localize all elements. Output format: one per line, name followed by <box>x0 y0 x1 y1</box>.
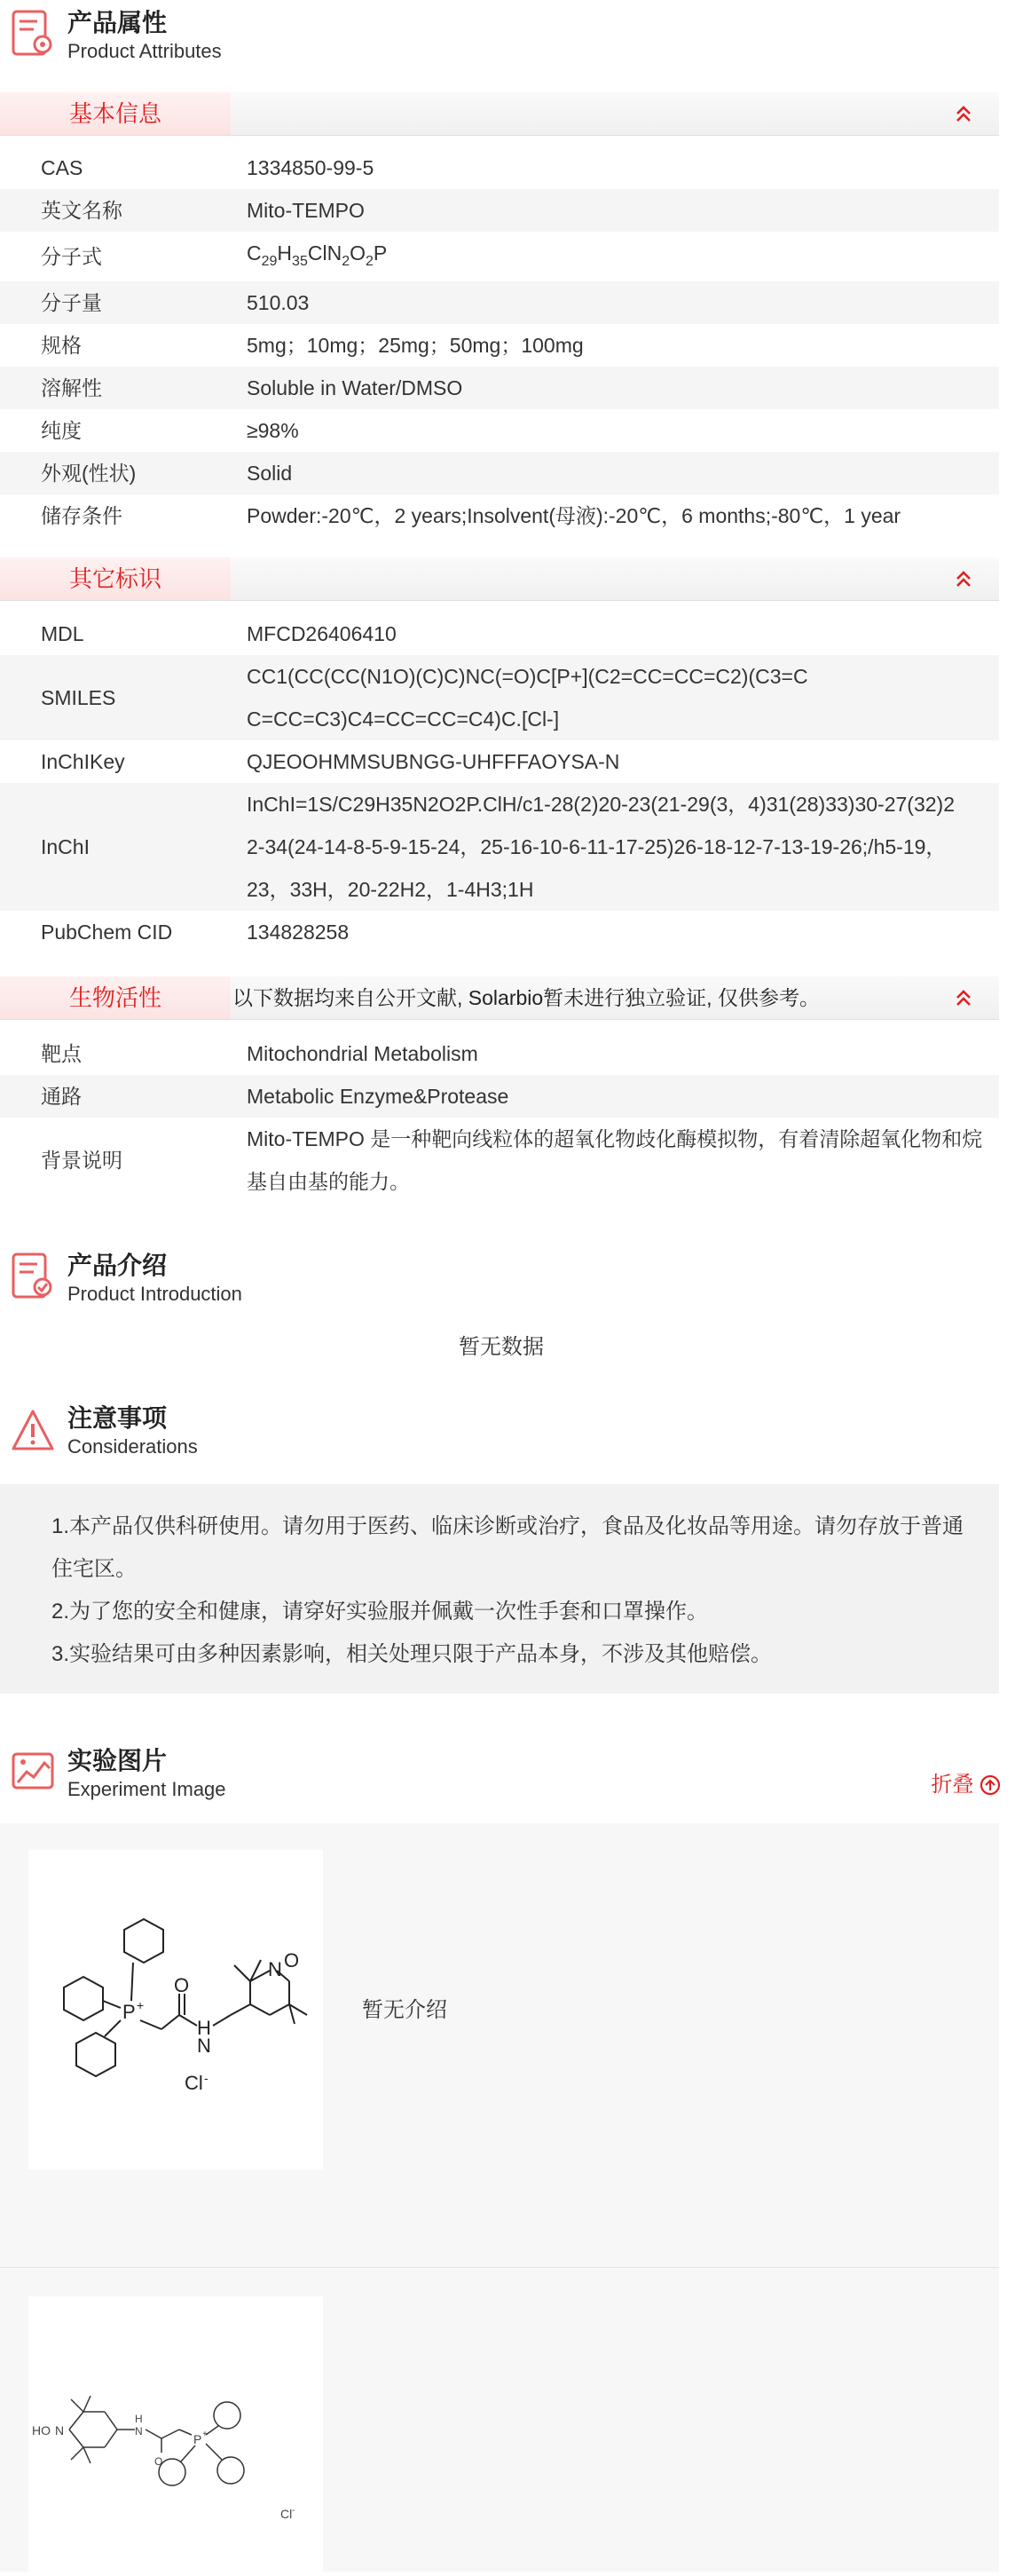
atom-label: H <box>135 2413 143 2425</box>
row-key: MDL <box>41 622 84 645</box>
atom-label: N <box>135 2425 143 2438</box>
row-value: Solid <box>247 462 293 485</box>
row-value: MFCD26406410 <box>247 622 397 645</box>
section-subtitle: Considerations <box>67 1435 198 1458</box>
disclaimer-note: 以下数据均来自公开文献, Solarbio暂未进行独立验证, 仅供参考。 <box>232 986 820 1009</box>
other-identifiers-table <box>0 612 999 953</box>
attributes-section-header <box>0 0 1003 71</box>
structure-image[interactable] <box>28 1850 323 2169</box>
fold-button[interactable] <box>931 1766 1001 1798</box>
intro-section-header <box>0 1243 1003 1314</box>
atom-label: Cl <box>280 2507 293 2521</box>
formula-part: C <box>247 241 262 265</box>
row-value: InChI=1S/C29H35N2O2P.ClH/c1-28(2)20-23(21-29(3，4)31(28)33)30-27(32)22-34(24-14-8-5-9-15-24，25-16-10-6-11-17-25)26-18-12-7-13-19-26;/h5-19，23，33H，20-22H2，1-4H3;1H <box>247 793 955 901</box>
row-key: 英文名称 <box>41 199 122 222</box>
collapse-chevron-icon[interactable] <box>953 987 974 1008</box>
bio-activity-table <box>0 1032 999 1203</box>
other-identifiers-label: 其它标识 <box>0 557 231 600</box>
atom-charge: - <box>292 2506 295 2516</box>
consideration-item: 2.为了您的安全和健康，请穿好实验服并佩戴一次性手套和口罩操作。 <box>51 1600 709 1624</box>
row-value: 510.03 <box>247 291 310 314</box>
row-value: 5mg；10mg；25mg；50mg；100mg <box>247 334 584 357</box>
document-check-icon <box>11 1252 55 1301</box>
formula-subscript: 35 <box>292 254 308 269</box>
section-title: 注意事项 <box>67 1404 168 1432</box>
row-value: QJEOOHMMSUBNGG-UHFFFAOYSA-N <box>247 750 620 773</box>
table-row <box>0 281 999 324</box>
arrow-up-circle-icon <box>980 1774 1001 1796</box>
collapse-chevron-icon[interactable] <box>953 568 974 589</box>
row-key: CAS <box>41 156 83 179</box>
bio-activity-label: 生物活性 <box>0 976 231 1019</box>
atom-label: O <box>284 1949 300 1972</box>
considerations-section-header <box>0 1395 1003 1466</box>
row-key: 纯度 <box>41 419 82 442</box>
atom-label: H <box>197 2017 211 2039</box>
table-row <box>0 783 999 911</box>
table-row <box>0 232 999 281</box>
row-key: SMILES <box>41 686 116 709</box>
row-value: Mitochondrial Metabolism <box>247 1042 478 1065</box>
image-caption: 暂无介绍 <box>362 1998 447 2022</box>
table-row <box>0 409 999 452</box>
formula-subscript: 2 <box>342 254 350 269</box>
formula-part: ClN <box>307 241 342 265</box>
row-value: Metabolic Enzyme&Protease <box>247 1085 509 1108</box>
chemical-structure-drawing <box>28 2296 323 2572</box>
row-key: PubChem CID <box>41 921 173 944</box>
table-row <box>0 655 999 740</box>
atom-label: N <box>268 1958 282 1980</box>
row-value: 1334850-99-5 <box>247 156 374 179</box>
basic-info-label: 基本信息 <box>0 92 231 135</box>
chemical-structure-drawing <box>28 1850 323 2169</box>
row-key: 背景说明 <box>41 1149 122 1172</box>
table-row <box>0 367 999 409</box>
formula-part: O <box>350 241 366 265</box>
row-value: 134828258 <box>247 921 350 944</box>
atom-label: P <box>122 2001 136 2023</box>
atom-charge: - <box>204 2071 209 2085</box>
experiment-image-row <box>0 2268 999 2572</box>
row-value: CC1(CC(CC(N1O)(C)C)NC(=O)C[P+](C2=CC=CC=C2)(C3=CC=CC=C3)C4=CC=CC=C4)C.[Cl-] <box>247 665 808 731</box>
table-row <box>0 1032 999 1075</box>
formula-part: P <box>373 241 388 265</box>
fold-label: 折叠 <box>931 1773 974 1797</box>
image-chart-icon <box>11 1747 55 1797</box>
basic-info-bar <box>0 92 999 136</box>
row-key: InChIKey <box>41 750 125 773</box>
section-title: 产品属性 <box>67 9 168 36</box>
row-value: Mito-TEMPO <box>247 199 365 222</box>
table-row <box>0 189 999 232</box>
row-key: 分子式 <box>41 245 102 268</box>
table-row <box>0 740 999 783</box>
row-key: 储存条件 <box>41 504 122 527</box>
section-subtitle: Experiment Image <box>67 1778 226 1800</box>
atom-charge: + <box>202 2430 208 2439</box>
section-title: 实验图片 <box>67 1747 168 1774</box>
atom-label: N <box>55 2423 65 2438</box>
row-value: ≥98% <box>247 419 299 442</box>
table-row <box>0 1118 999 1203</box>
row-key: 分子量 <box>41 291 102 314</box>
section-title: 产品介绍 <box>67 1252 168 1279</box>
formula-subscript: 29 <box>261 254 278 269</box>
row-key: 靶点 <box>41 1042 82 1065</box>
consideration-item: 1.本产品仅供科研使用。请勿用于医药、临床诊断或治疗，食品及化妆品等用途。请勿存放于普通住宅区。 <box>51 1514 964 1581</box>
row-key: 溶解性 <box>41 376 102 399</box>
consideration-item: 3.实验结果可由多种因素影响，相关处理只限于产品本身，不涉及其他赔偿。 <box>51 1642 773 1666</box>
atom-label: O <box>174 1974 190 1996</box>
row-value: Soluble in Water/DMSO <box>247 376 463 399</box>
no-data-text: 暂无数据 <box>459 1335 544 1359</box>
experiment-section-header <box>0 1738 1003 1809</box>
document-gear-icon <box>11 9 55 59</box>
atom-label: O <box>154 2455 163 2468</box>
section-subtitle: Product Attributes <box>67 40 222 62</box>
atom-label: HO <box>32 2423 51 2438</box>
basic-info-table <box>0 146 999 537</box>
atom-label: N <box>197 2035 211 2057</box>
row-key: 外观(性状) <box>41 462 137 485</box>
formula-part: H <box>277 241 293 265</box>
molecular-formula <box>247 232 981 283</box>
row-key: InChI <box>41 835 90 858</box>
bio-activity-bar <box>0 976 999 1020</box>
table-row <box>0 494 999 537</box>
other-identifiers-bar <box>0 557 999 601</box>
row-key: 规格 <box>41 334 82 357</box>
table-row <box>0 452 999 494</box>
table-row <box>0 1075 999 1118</box>
collapse-chevron-icon[interactable] <box>953 103 974 124</box>
row-value: Powder:-20℃，2 years;Insolvent(母液):-20℃，6 months;-80℃，1 year <box>247 504 901 527</box>
table-row <box>0 911 999 953</box>
warning-triangle-icon <box>11 1404 55 1454</box>
considerations-box <box>0 1484 999 1694</box>
row-value: Mito-TEMPO 是一种靶向线粒体的超氧化物歧化酶模拟物，有着清除超氧化物和烷基自由基的能力。 <box>247 1127 983 1193</box>
row-key: 通路 <box>41 1085 82 1108</box>
structure-image[interactable] <box>28 2296 323 2572</box>
formula-subscript: 2 <box>365 254 374 269</box>
experiment-image-row <box>0 1823 999 2268</box>
table-row <box>0 146 999 189</box>
section-subtitle: Product Introduction <box>67 1283 242 1305</box>
atom-charge: + <box>137 1998 145 2012</box>
table-row <box>0 324 999 367</box>
atom-label: Cl <box>185 2072 203 2094</box>
atom-label: P <box>193 2432 202 2446</box>
table-row <box>0 612 999 655</box>
